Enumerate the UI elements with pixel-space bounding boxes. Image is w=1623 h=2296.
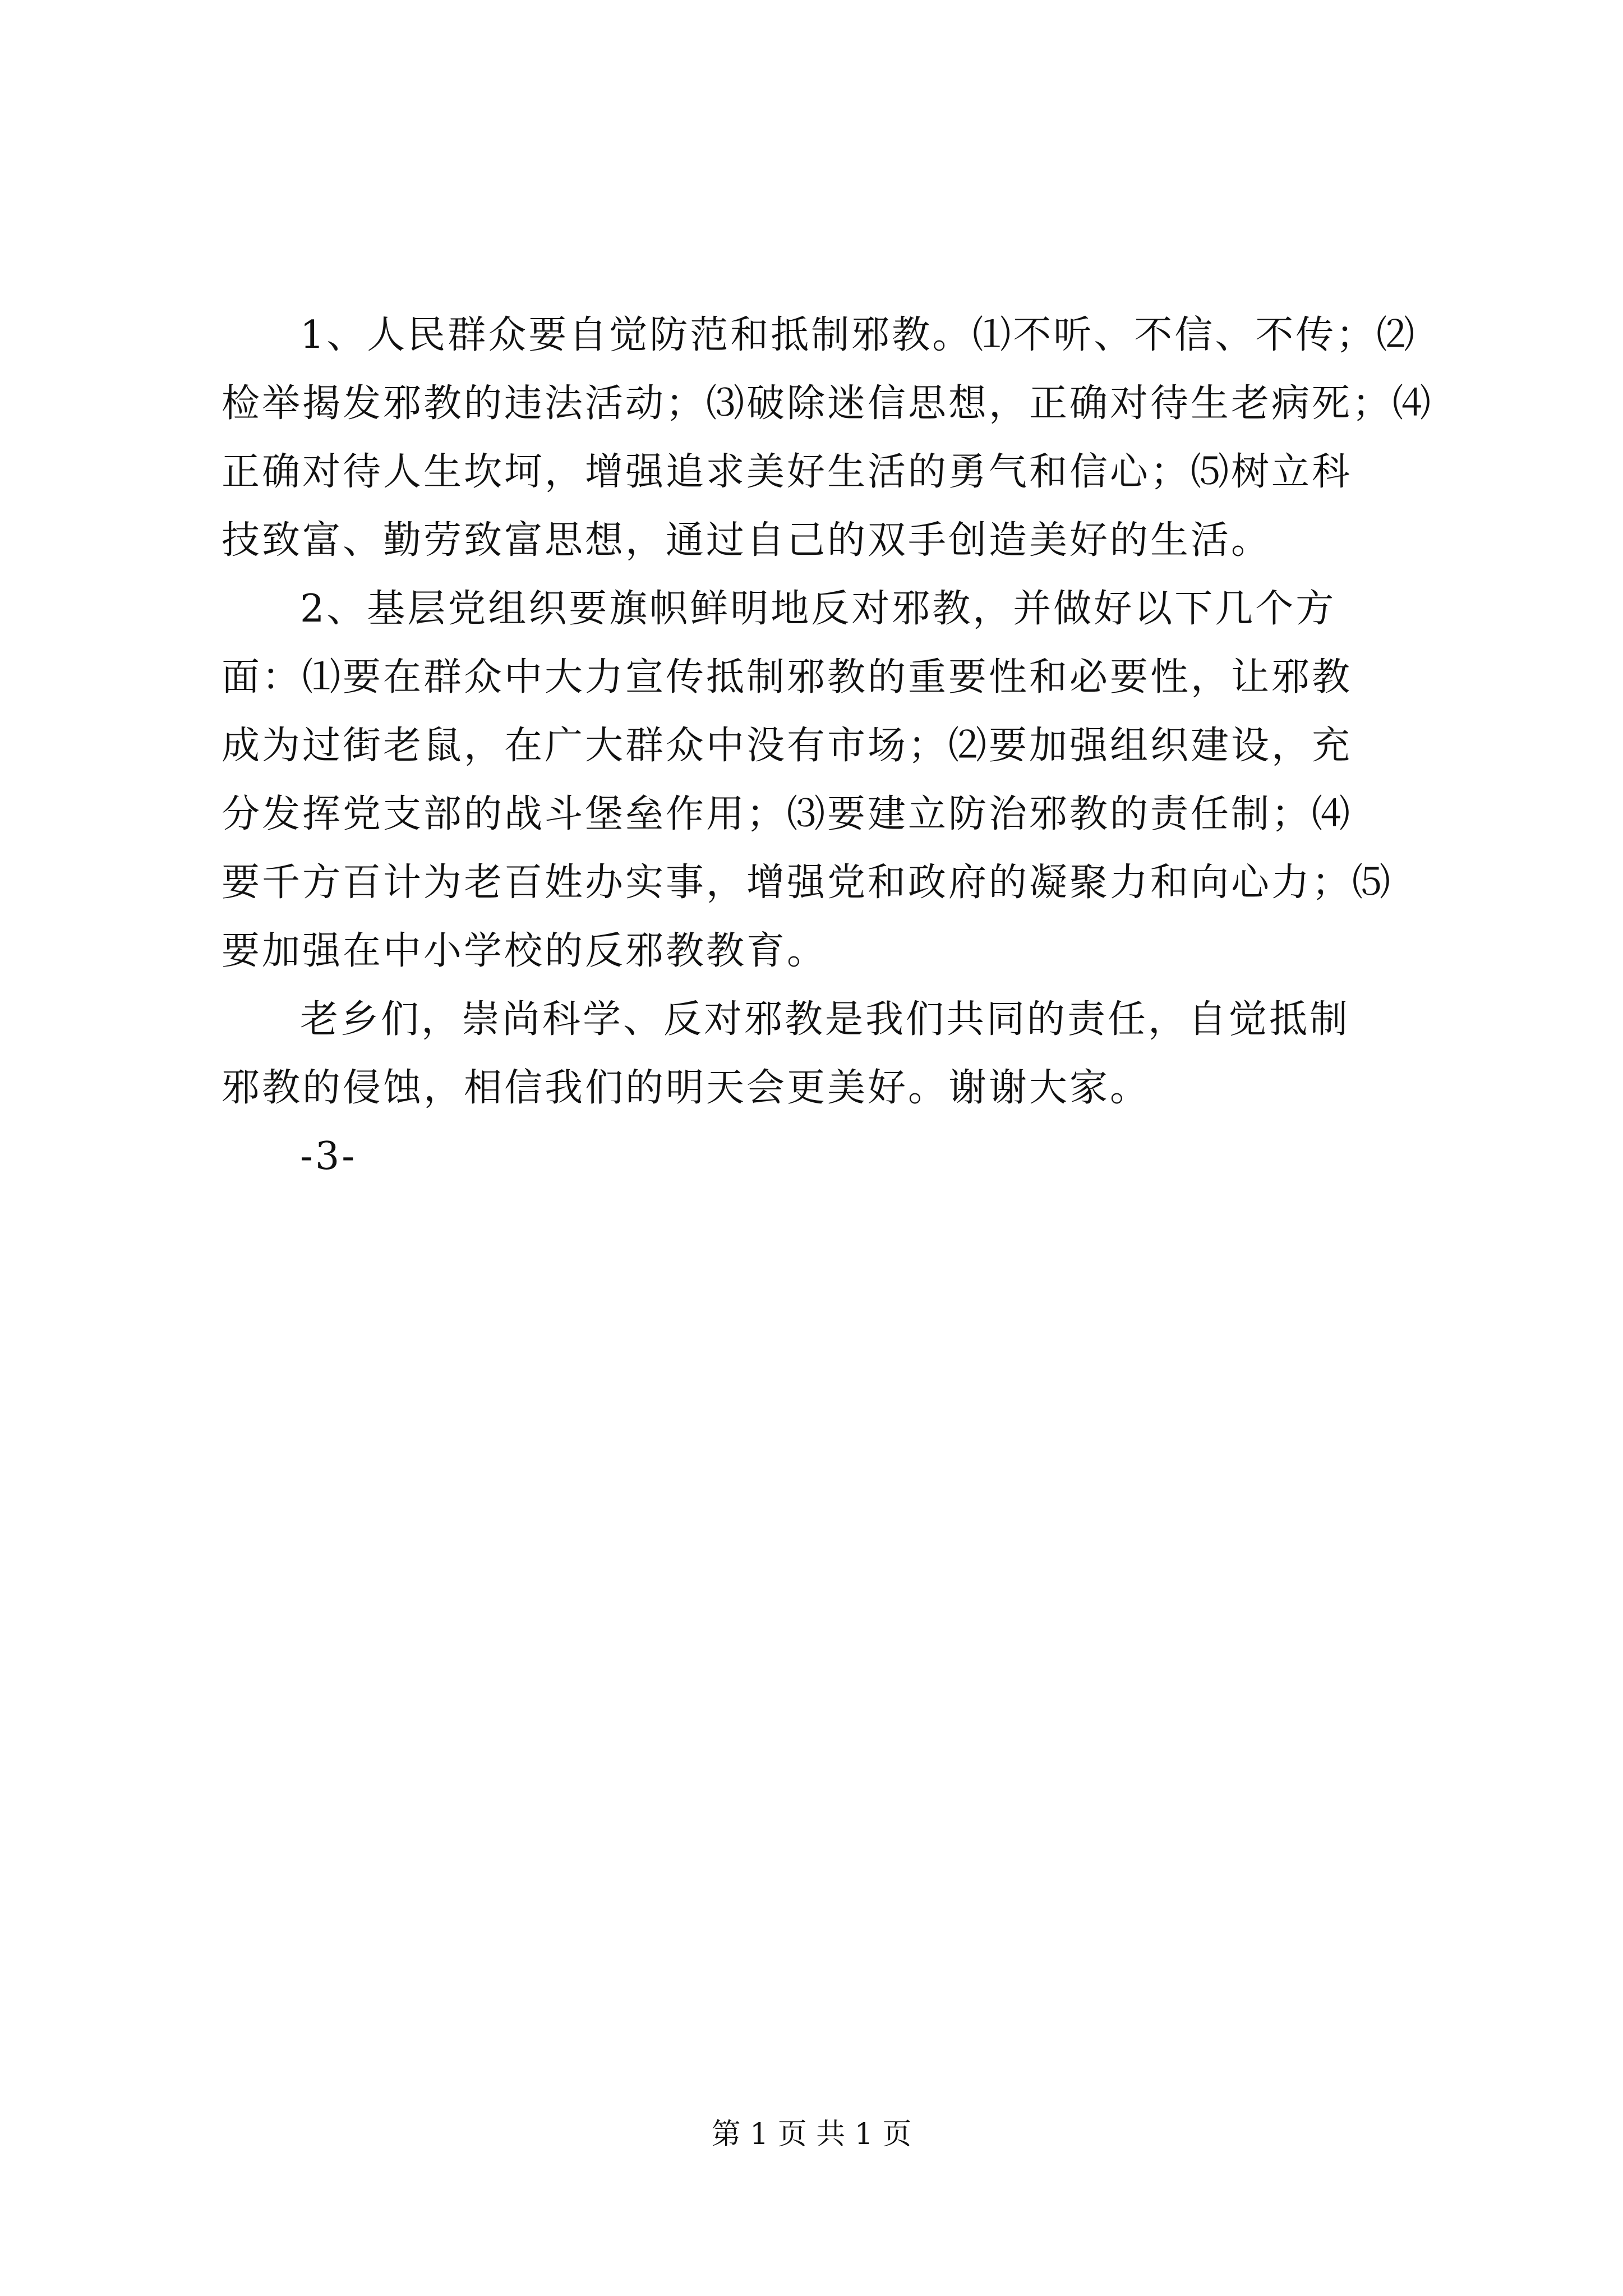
paragraph-2-line-2: 面：⑴要在群众中大力宣传抵制邪教的重要性和必要性，让邪教 bbox=[222, 655, 1353, 700]
paragraph-1-line-1: 1、人民群众要自觉防范和抵制邪教。⑴不听、不信、不传；⑵ bbox=[300, 313, 1417, 357]
page-footer: 第 1 页 共 1 页 bbox=[711, 2118, 912, 2151]
paragraph-3-line-2: 邪教的侵蚀，相信我们的明天会更美好。谢谢大家。 bbox=[222, 1066, 1151, 1110]
paragraph-1-line-4: 技致富、勤劳致富思想，通过自己的双手创造美好的生活。 bbox=[222, 518, 1272, 563]
paragraph-2-line-4: 分发挥党支部的战斗堡垒作用；⑶要建立防治邪教的责任制；⑷ bbox=[222, 792, 1353, 836]
paragraph-2-line-3: 成为过街老鼠，在广大群众中没有市场；⑵要加强组织建设，充 bbox=[222, 724, 1353, 768]
paragraph-1-line-2: 检举揭发邪教的违法活动；⑶破除迷信思想，正确对待生老病死；⑷ bbox=[222, 381, 1433, 426]
paragraph-3-line-1: 老乡们，崇尚科学、反对邪教是我们共同的责任，自觉抵制 bbox=[300, 997, 1350, 1042]
paragraph-2-line-6: 要加强在中小学校的反邪教教育。 bbox=[222, 929, 828, 973]
paragraph-1-line-3: 正确对待人生坎坷，增强追求美好生活的勇气和信心；⑸树立科 bbox=[222, 450, 1353, 494]
paragraph-2-line-1: 2、基层党组织要旗帜鲜明地反对邪教，并做好以下几个方 bbox=[300, 587, 1336, 631]
paragraph-2-line-5: 要千方百计为老百姓办实事，增强党和政府的凝聚力和向心力；⑸ bbox=[222, 861, 1393, 905]
page-number-text: -3- bbox=[300, 1134, 357, 1179]
